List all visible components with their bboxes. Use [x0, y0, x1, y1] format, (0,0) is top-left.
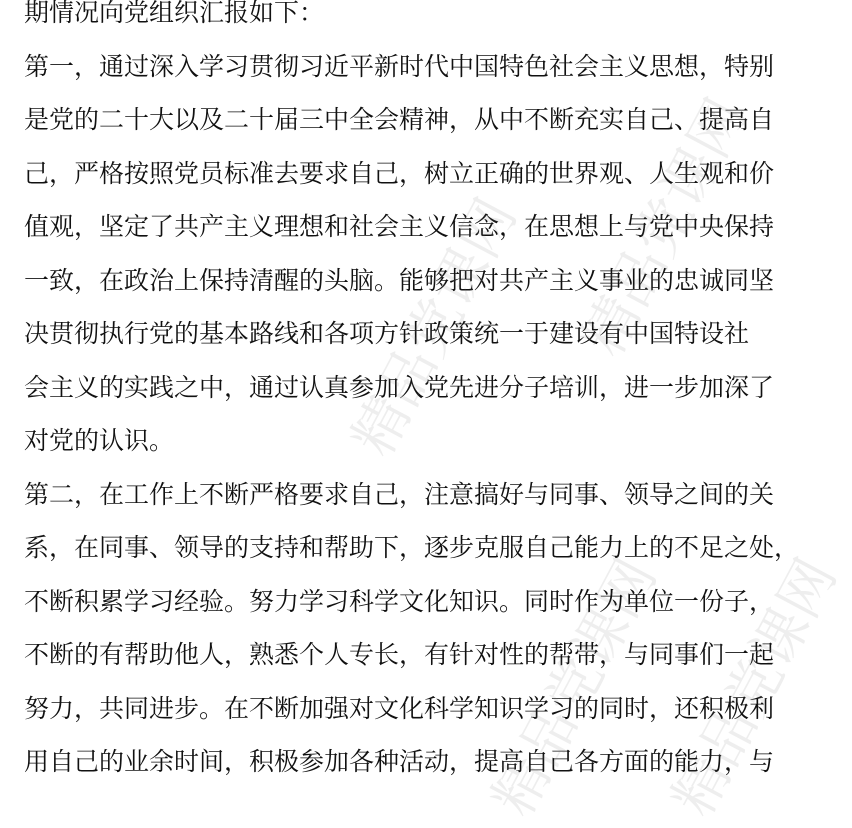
text-line: 不断积累学习经验。努力学习科学文化知识。同时作为单位一份子， [24, 586, 775, 616]
text-line: 第一，通过深入学习贯彻习近平新时代中国特色社会主义思想，特别 [24, 51, 775, 81]
text-line: 第二，在工作上不断严格要求自己，注意搞好与同事、领导之间的关 [24, 479, 775, 509]
text-line: 决贯彻执行党的基本路线和各项方针政策统一于建设有中国特设社 [24, 319, 750, 348]
watermark-text: 精品党课网 [480, 548, 670, 827]
watermark-text: 精品党课网 [340, 188, 530, 467]
text-line: 值观，坚定了共产主义理想和社会主义信念，在思想上与党中央保持 [24, 212, 775, 241]
text-line: 用自己的业余时间，积极参加各种活动，提高自己各方面的能力，与 [24, 747, 775, 776]
text-line: 系，在同事、领导的支持和帮助下，逐步克服自己能力上的不足之处， [24, 533, 800, 562]
text-line: 期情况向党组织汇报如下： [24, 0, 325, 27]
document-body [24, 0, 800, 789]
watermark-text: 精品党课网 [660, 548, 850, 827]
text-line: 是党的二十大以及二十届三中全会精神，从中不断充实自己、提高自 [24, 105, 775, 134]
text-line: 己，严格按照党员标准去要求自己，树立正确的世界观、人生观和价 [24, 158, 775, 188]
text-line: 会主义的实践之中，通过认真参加入党先进分子培训，进一步加深了 [24, 372, 775, 402]
text-line: 对党的认识。 [24, 426, 175, 455]
text-line: 努力，共同进步。在不断加强对文化科学知识学习的同时，还积极利 [24, 693, 775, 723]
text-line: 一致，在政治上保持清醒的头脑。能够把对共产主义事业的忠诚同坚 [24, 265, 775, 295]
watermark-text: 精品党课网 [570, 88, 760, 367]
text-line: 不断的有帮助他人，熟悉个人专长，有针对性的帮带，与同事们一起 [24, 640, 775, 669]
